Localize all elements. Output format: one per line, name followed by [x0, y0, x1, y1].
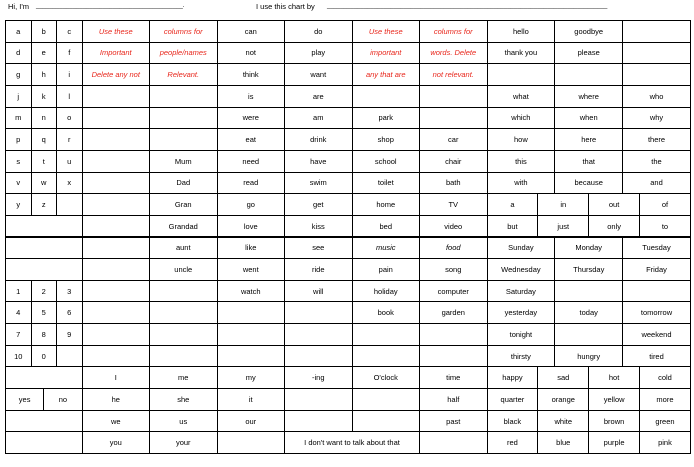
chart-cell[interactable]: h — [31, 63, 58, 86]
chart-cell[interactable]: not relevant. — [419, 63, 488, 86]
chart-cell[interactable]: can — [217, 20, 286, 43]
empty-chart-cell[interactable] — [554, 323, 623, 346]
chart-cell[interactable]: read — [217, 172, 286, 195]
empty-chart-cell[interactable] — [284, 388, 353, 411]
chart-cell[interactable]: orange — [537, 388, 589, 411]
chart-cell[interactable]: there — [622, 128, 691, 151]
chart-cell[interactable]: she — [149, 388, 218, 411]
chart-cell[interactable]: kiss — [284, 215, 353, 238]
chart-cell[interactable]: purple — [588, 431, 640, 454]
chart-cell[interactable]: no — [43, 388, 82, 411]
chart-cell[interactable]: that — [554, 150, 623, 173]
chart-cell[interactable]: bath — [419, 172, 488, 195]
chart-cell[interactable]: home — [352, 193, 421, 216]
empty-chart-cell[interactable] — [487, 63, 556, 86]
empty-chart-cell[interactable] — [622, 280, 691, 303]
empty-chart-cell[interactable] — [217, 345, 286, 368]
chart-cell[interactable]: car — [419, 128, 488, 151]
chart-cell[interactable]: columns for — [149, 20, 218, 43]
chart-cell[interactable]: am — [284, 107, 353, 130]
chart-cell[interactable]: please — [554, 42, 623, 65]
chart-cell[interactable]: Dad — [149, 172, 218, 195]
empty-chart-cell[interactable] — [352, 85, 421, 108]
chart-cell[interactable]: m — [5, 107, 32, 130]
chart-cell[interactable]: Mum — [149, 150, 218, 173]
empty-chart-cell[interactable] — [217, 431, 286, 454]
chart-cell[interactable]: garden — [419, 301, 488, 324]
chart-cell[interactable]: Gran — [149, 193, 218, 216]
chart-cell[interactable]: hello — [487, 20, 556, 43]
chart-cell[interactable]: b — [31, 20, 58, 43]
chart-cell[interactable]: hungry — [554, 345, 623, 368]
chart-cell[interactable]: x — [56, 172, 83, 195]
chart-cell[interactable]: see — [284, 237, 353, 260]
chart-cell[interactable]: think — [217, 63, 286, 86]
chart-cell[interactable]: me — [149, 366, 218, 389]
chart-cell[interactable]: our — [217, 410, 286, 433]
chart-cell[interactable]: 8 — [31, 323, 58, 346]
chart-cell[interactable]: food — [419, 237, 488, 260]
chart-cell[interactable]: which — [487, 107, 556, 130]
chart-cell[interactable]: pink — [639, 431, 691, 454]
empty-chart-cell[interactable] — [82, 237, 151, 260]
chart-cell[interactable]: park — [352, 107, 421, 130]
chart-cell[interactable]: 7 — [5, 323, 32, 346]
chart-cell[interactable]: e — [31, 42, 58, 65]
empty-chart-cell[interactable] — [622, 42, 691, 65]
chart-cell[interactable]: with — [487, 172, 556, 195]
empty-chart-cell[interactable] — [82, 280, 151, 303]
chart-cell[interactable]: Grandad — [149, 215, 218, 238]
chart-cell[interactable]: eat — [217, 128, 286, 151]
chart-cell[interactable]: what — [487, 85, 556, 108]
chart-cell[interactable]: quarter — [487, 388, 539, 411]
name-blank[interactable]: ____________________________________________. — [36, 3, 185, 9]
chart-cell[interactable]: 2 — [31, 280, 58, 303]
chart-cell[interactable]: book — [352, 301, 421, 324]
empty-chart-cell[interactable] — [419, 345, 488, 368]
chart-cell[interactable]: blue — [537, 431, 589, 454]
chart-cell[interactable]: drink — [284, 128, 353, 151]
empty-chart-cell[interactable] — [284, 301, 353, 324]
chart-cell[interactable]: black — [487, 410, 539, 433]
chart-cell[interactable]: swim — [284, 172, 353, 195]
empty-chart-cell[interactable] — [419, 431, 488, 454]
chart-cell[interactable]: how — [487, 128, 556, 151]
empty-chart-cell[interactable] — [5, 366, 83, 389]
chart-cell[interactable]: white — [537, 410, 589, 433]
empty-chart-cell[interactable] — [149, 280, 218, 303]
chart-cell[interactable]: Thursday — [554, 258, 623, 281]
chart-cell[interactable]: 6 — [56, 301, 83, 324]
chart-cell[interactable]: v — [5, 172, 32, 195]
chart-cell[interactable]: yellow — [588, 388, 640, 411]
chart-cell[interactable]: and — [622, 172, 691, 195]
chart-cell[interactable]: t — [31, 150, 58, 173]
chart-cell[interactable]: is — [217, 85, 286, 108]
empty-chart-cell[interactable] — [82, 85, 151, 108]
chart-cell[interactable]: tomorrow — [622, 301, 691, 324]
chart-cell[interactable]: computer — [419, 280, 488, 303]
chart-cell[interactable]: but — [487, 215, 539, 238]
chart-cell[interactable]: O'clock — [352, 366, 421, 389]
chart-cell[interactable]: Wednesday — [487, 258, 556, 281]
chart-cell[interactable]: l — [56, 85, 83, 108]
empty-chart-cell[interactable] — [5, 431, 83, 454]
chart-cell[interactable]: go — [217, 193, 286, 216]
empty-chart-cell[interactable] — [352, 323, 421, 346]
chart-cell[interactable]: hot — [588, 366, 640, 389]
chart-cell[interactable]: c — [56, 20, 83, 43]
chart-cell[interactable]: today — [554, 301, 623, 324]
empty-chart-cell[interactable] — [82, 172, 151, 195]
empty-chart-cell[interactable] — [82, 107, 151, 130]
chart-cell[interactable]: aunt — [149, 237, 218, 260]
chart-cell[interactable]: 0 — [31, 345, 58, 368]
chart-cell[interactable]: j — [5, 85, 32, 108]
chart-cell[interactable]: goodbye — [554, 20, 623, 43]
empty-chart-cell[interactable] — [622, 20, 691, 43]
chart-cell[interactable]: q — [31, 128, 58, 151]
empty-chart-cell[interactable] — [149, 128, 218, 151]
chart-cell[interactable]: yesterday — [487, 301, 556, 324]
chart-cell[interactable]: Use these — [82, 20, 151, 43]
chart-cell[interactable]: love — [217, 215, 286, 238]
chart-cell[interactable]: time — [419, 366, 488, 389]
chart-cell[interactable]: toilet — [352, 172, 421, 195]
empty-chart-cell[interactable] — [149, 345, 218, 368]
chart-cell[interactable]: Sunday — [487, 237, 556, 260]
chart-cell[interactable]: shop — [352, 128, 421, 151]
empty-chart-cell[interactable] — [82, 215, 151, 238]
chart-cell[interactable]: bed — [352, 215, 421, 238]
chart-cell[interactable]: i — [56, 63, 83, 86]
chart-cell[interactable]: thank you — [487, 42, 556, 65]
empty-chart-cell[interactable] — [352, 410, 421, 433]
empty-chart-cell[interactable] — [419, 323, 488, 346]
chart-cell[interactable]: school — [352, 150, 421, 173]
chart-cell[interactable]: music — [352, 237, 421, 260]
chart-cell[interactable]: us — [149, 410, 218, 433]
chart-cell[interactable]: Use these — [352, 20, 421, 43]
chart-cell[interactable]: like — [217, 237, 286, 260]
chart-cell[interactable]: s — [5, 150, 32, 173]
chart-cell[interactable]: green — [639, 410, 691, 433]
chart-cell[interactable]: pain — [352, 258, 421, 281]
chart-cell[interactable]: who — [622, 85, 691, 108]
chart-cell[interactable]: do — [284, 20, 353, 43]
chart-cell[interactable]: are — [284, 85, 353, 108]
chart-cell[interactable]: tired — [622, 345, 691, 368]
chart-cell[interactable]: a — [5, 20, 32, 43]
chart-cell[interactable]: I — [82, 366, 151, 389]
chart-cell[interactable]: you — [82, 431, 151, 454]
empty-chart-cell[interactable] — [82, 150, 151, 173]
empty-chart-cell[interactable] — [419, 107, 488, 130]
chart-cell[interactable]: play — [284, 42, 353, 65]
greeting-label: Hi, I'm — [8, 2, 30, 11]
chart-cell[interactable]: thirsty — [487, 345, 556, 368]
empty-chart-cell[interactable] — [149, 107, 218, 130]
chart-cell[interactable]: 9 — [56, 323, 83, 346]
chart-cell[interactable]: TV — [419, 193, 488, 216]
chart-cell[interactable]: d — [5, 42, 32, 65]
chart-cell[interactable]: my — [217, 366, 286, 389]
chart-cell[interactable]: half — [419, 388, 488, 411]
chart-cell[interactable]: he — [82, 388, 151, 411]
empty-chart-cell[interactable] — [82, 345, 151, 368]
chart-cell[interactable]: video — [419, 215, 488, 238]
chart-cell[interactable]: Monday — [554, 237, 623, 260]
chart-cell[interactable]: yes — [5, 388, 44, 411]
chart-cell[interactable]: I don't want to talk about that — [284, 431, 420, 454]
chart-cell[interactable]: holiday — [352, 280, 421, 303]
empty-chart-cell[interactable] — [82, 323, 151, 346]
chart-cell[interactable]: because — [554, 172, 623, 195]
chart-cell[interactable]: Tuesday — [622, 237, 691, 260]
empty-chart-cell[interactable] — [82, 301, 151, 324]
chart-cell[interactable]: Saturday — [487, 280, 556, 303]
chart-cell[interactable]: out — [588, 193, 640, 216]
empty-chart-cell[interactable] — [56, 193, 83, 216]
empty-chart-cell[interactable] — [149, 301, 218, 324]
chart-cell[interactable]: 5 — [31, 301, 58, 324]
chart-cell[interactable]: -ing — [284, 366, 353, 389]
chart-cell[interactable]: song — [419, 258, 488, 281]
chart-cell[interactable]: columns for — [419, 20, 488, 43]
chart-cell[interactable]: o — [56, 107, 83, 130]
chart-cell[interactable]: 10 — [5, 345, 32, 368]
chart-cell[interactable]: when — [554, 107, 623, 130]
chart-cell[interactable]: in — [537, 193, 589, 216]
chart-cell[interactable]: people/names — [149, 42, 218, 65]
empty-chart-cell[interactable] — [82, 258, 151, 281]
chart-cell[interactable]: Relevant. — [149, 63, 218, 86]
chart-cell[interactable]: 3 — [56, 280, 83, 303]
chart-cell[interactable]: p — [5, 128, 32, 151]
chart-cell[interactable]: of — [639, 193, 691, 216]
empty-chart-cell[interactable] — [82, 128, 151, 151]
chart-cell[interactable]: 1 — [5, 280, 32, 303]
chart-cell[interactable]: we — [82, 410, 151, 433]
chart-cell[interactable]: brown — [588, 410, 640, 433]
chart-cell[interactable]: any that are — [352, 63, 421, 86]
empty-chart-cell[interactable] — [352, 345, 421, 368]
empty-chart-cell[interactable] — [554, 280, 623, 303]
uses-label: I use this chart by — [256, 2, 315, 11]
chart-cell[interactable]: uncle — [149, 258, 218, 281]
chart-cell[interactable]: Delete any not — [82, 63, 151, 86]
chart-cell[interactable]: z — [31, 193, 58, 216]
chart-cell[interactable]: a — [487, 193, 539, 216]
chart-cell[interactable]: tonight — [487, 323, 556, 346]
chart-cell[interactable]: this — [487, 150, 556, 173]
empty-chart-cell[interactable] — [5, 258, 83, 281]
empty-chart-cell[interactable] — [284, 323, 353, 346]
chart-cell[interactable]: not — [217, 42, 286, 65]
chart-cell[interactable]: will — [284, 280, 353, 303]
empty-chart-cell[interactable] — [284, 410, 353, 433]
empty-chart-cell[interactable] — [217, 323, 286, 346]
chart-cell[interactable]: r — [56, 128, 83, 151]
chart-cell[interactable]: why — [622, 107, 691, 130]
chart-cell[interactable]: n — [31, 107, 58, 130]
empty-chart-cell[interactable] — [622, 63, 691, 86]
empty-chart-cell[interactable] — [82, 193, 151, 216]
chart-cell[interactable]: need — [217, 150, 286, 173]
chart-cell[interactable]: chair — [419, 150, 488, 173]
chart-cell[interactable]: important — [352, 42, 421, 65]
chart-cell[interactable]: u — [56, 150, 83, 173]
chart-cell[interactable]: where — [554, 85, 623, 108]
chart-cell[interactable]: y — [5, 193, 32, 216]
chart-cell[interactable]: g — [5, 63, 32, 86]
empty-chart-cell[interactable] — [284, 345, 353, 368]
chart-cell[interactable]: have — [284, 150, 353, 173]
empty-chart-cell[interactable] — [352, 388, 421, 411]
empty-chart-cell[interactable] — [5, 410, 83, 433]
chart-cell[interactable]: went — [217, 258, 286, 281]
chart-cell[interactable]: only — [588, 215, 640, 238]
chart-cell[interactable]: it — [217, 388, 286, 411]
chart-cell[interactable]: your — [149, 431, 218, 454]
chart-cell[interactable]: Friday — [622, 258, 691, 281]
empty-chart-cell[interactable] — [5, 215, 83, 238]
chart-cell[interactable]: sad — [537, 366, 589, 389]
chart-cell[interactable]: were — [217, 107, 286, 130]
chart-cell[interactable]: watch — [217, 280, 286, 303]
chart-cell[interactable]: more — [639, 388, 691, 411]
chart-cell[interactable]: weekend — [622, 323, 691, 346]
empty-chart-cell[interactable] — [217, 301, 286, 324]
chart-cell[interactable]: past — [419, 410, 488, 433]
chart-cell[interactable]: cold — [639, 366, 691, 389]
chart-cell[interactable]: to — [639, 215, 691, 238]
empty-chart-cell[interactable] — [554, 63, 623, 86]
uses-blank[interactable]: ____________________________________________________________________________________ — [327, 3, 608, 9]
chart-cell[interactable]: f — [56, 42, 83, 65]
chart-cell[interactable]: here — [554, 128, 623, 151]
chart-cell[interactable]: get — [284, 193, 353, 216]
empty-chart-cell[interactable] — [419, 85, 488, 108]
chart-cell[interactable]: k — [31, 85, 58, 108]
chart-cell[interactable]: Important — [82, 42, 151, 65]
chart-cell[interactable]: words. Delete — [419, 42, 488, 65]
empty-chart-cell[interactable] — [56, 345, 83, 368]
chart-cell[interactable]: happy — [487, 366, 539, 389]
chart-cell[interactable]: the — [622, 150, 691, 173]
chart-cell[interactable]: red — [487, 431, 539, 454]
empty-chart-cell[interactable] — [149, 323, 218, 346]
chart-cell[interactable]: w — [31, 172, 58, 195]
empty-chart-cell[interactable] — [149, 85, 218, 108]
chart-cell[interactable]: want — [284, 63, 353, 86]
chart-cell[interactable]: ride — [284, 258, 353, 281]
chart-cell[interactable]: just — [537, 215, 589, 238]
empty-chart-cell[interactable] — [5, 237, 83, 260]
chart-cell[interactable]: 4 — [5, 301, 32, 324]
